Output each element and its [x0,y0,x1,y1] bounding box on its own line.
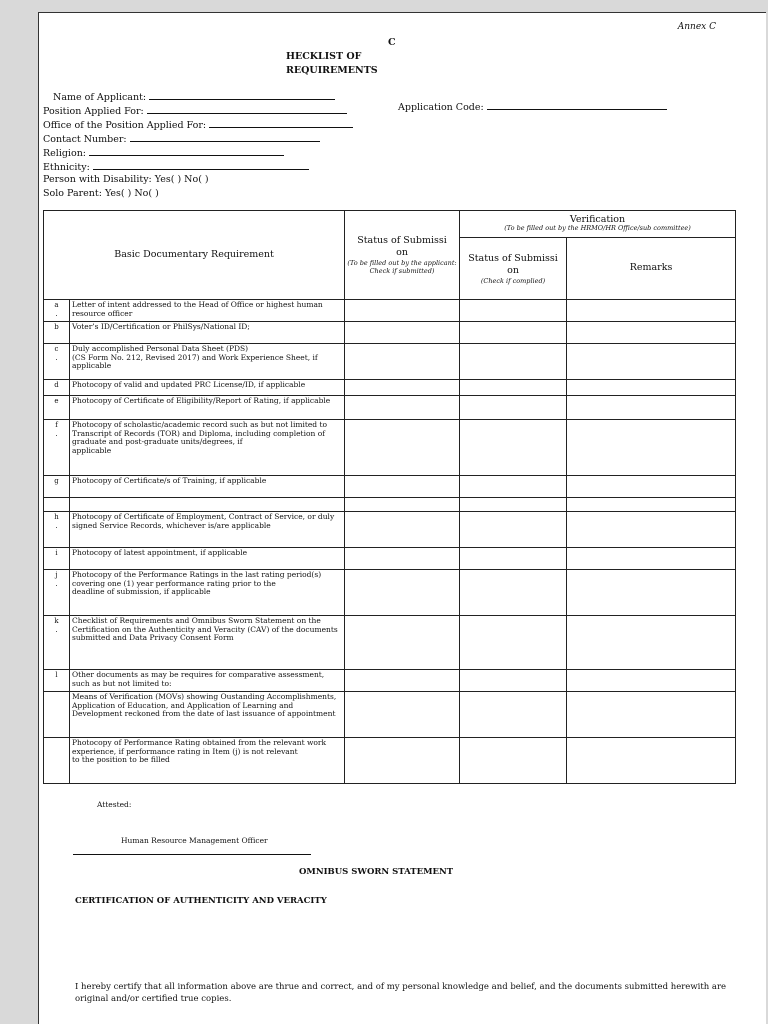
table-row [44,300,736,322]
row-requirement: Duly accomplished Personal Data Sheet (PDS) (CS Form No. 212, Revised 2017) and Work Experience Sheet, if applicable [70,344,345,380]
remarks-cell[interactable] [567,738,736,784]
row-letter: l [44,670,70,692]
row-letter: d [44,380,70,396]
position-label: Position Applied For: [43,106,144,117]
hrmo-status-cell[interactable] [460,344,567,380]
applicant-status-note: (To be filled out by the applicant: Check if submitted) [347,259,457,275]
applicant-status-cell[interactable] [345,570,460,616]
verification-title: Verification [569,213,626,225]
applicant-status-cell[interactable] [345,322,460,344]
remarks-cell[interactable] [567,670,736,692]
remarks-cell[interactable] [567,548,736,570]
row-requirement: Photocopy of Certificate of Employment, Contract of Service, or duly signed Service Records, whichever is/are applicable [70,512,345,548]
applicant-status-cell[interactable] [345,670,460,692]
row-requirement: Photocopy of scholastic/academic record such as but not limited to Transcript of Records (TOR) and Diploma, including completion of graduate and post-graduate units/degrees, if applicable [70,420,345,476]
row-requirement: Photocopy of Performance Rating obtained from the relevant work experience, if performance rating in Item (j) is not relevant to the position to be filled [70,738,345,784]
certification-text: I hereby certify that all information above are thrue and correct, and of my personal knowledge and belief, and the documents submitted herewith are original and/or certified true copies. [75,982,727,1004]
table-row [44,322,736,344]
remarks-cell[interactable] [567,498,736,512]
office-label: Office of the Position Applied For: [43,120,207,131]
row-letter: i [44,548,70,570]
requirements-body [44,300,736,784]
office-line[interactable] [209,117,353,128]
hrmo-status-cell[interactable] [460,670,567,692]
hrmo-status-title-end: on [507,264,519,276]
row-requirement: Checklist of Requirements and Omnibus Sworn Statement on the Certification on the Authenticity and Veracity (CAV) of the documents submitted and Data Privacy Consent Form [70,616,345,670]
application-code-line[interactable] [487,99,667,110]
hrmo-status-cell[interactable] [460,692,567,738]
hrmo-status-cell[interactable] [460,420,567,476]
table-row [44,420,736,476]
applicant-status-cell[interactable] [345,692,460,738]
applicant-status-cell[interactable] [345,396,460,420]
row-requirement: Photocopy of valid and updated PRC License/ID, if applicable [70,380,345,396]
row-requirement: Voter’s ID/Certification or PhilSys/National ID; [70,322,345,344]
applicant-status-cell[interactable] [345,738,460,784]
remarks-cell[interactable] [567,344,736,380]
cav-heading: CERTIFICATION OF AUTHENTICITY AND VERACITY [75,896,327,906]
hrmo-status-cell[interactable] [460,616,567,670]
row-letter: c . [44,344,70,380]
basic-requirement-header: Basic Documentary Requirement [44,211,345,300]
hrmo-status-cell[interactable] [460,498,567,512]
table-row [44,670,736,692]
hrmo-status-cell[interactable] [460,570,567,616]
row-letter: a . [44,300,70,322]
hrmo-status-cell[interactable] [460,512,567,548]
hrmo-status-cell[interactable] [460,738,567,784]
application-code-field[interactable] [398,99,667,115]
application-code-label: Application Code: [398,102,484,113]
hrmo-status-cell[interactable] [460,300,567,322]
table-row [44,548,736,570]
remarks-cell[interactable] [567,692,736,738]
applicant-name-label: Name of Applicant: [53,92,147,103]
remarks-cell[interactable] [567,380,736,396]
remarks-cell[interactable] [567,396,736,420]
remarks-cell[interactable] [567,322,736,344]
requirements-table [43,210,736,784]
applicant-status-header [345,211,460,300]
signature-line[interactable] [73,854,311,855]
disability-field[interactable]: Person with Disability: Yes( ) No( ) [43,174,209,185]
row-requirement: Letter of intent addressed to the Head of Office or highest human resource officer [70,300,345,322]
ethnicity-label: Ethnicity: [43,162,90,173]
table-row [44,512,736,548]
page-title [286,50,378,78]
solo-parent-field[interactable]: Solo Parent: Yes( ) No( ) [43,188,159,199]
applicant-status-cell[interactable] [345,380,460,396]
position-line[interactable] [147,103,347,114]
hrmo-signature-label: Human Resource Management Officer [121,836,268,845]
row-letter: h . [44,512,70,548]
religion-label: Religion: [43,148,87,159]
row-letter: g [44,476,70,498]
row-letter [44,498,70,512]
remarks-cell[interactable] [567,616,736,670]
row-letter: b [44,322,70,344]
annex-label: Annex C [677,22,716,32]
omnibus-heading: OMNIBUS SWORN STATEMENT [299,867,454,877]
applicant-status-title-end: on [396,247,408,258]
row-letter: j . [44,570,70,616]
row-requirement [70,498,345,512]
table-row [44,396,736,420]
applicant-status-cell[interactable] [345,548,460,570]
row-letter [44,738,70,784]
table-row [44,570,736,616]
remarks-cell[interactable] [567,570,736,616]
attested-label: Attested: [97,800,132,809]
hrmo-status-cell[interactable] [460,476,567,498]
remarks-cell[interactable] [567,300,736,322]
row-letter: k . [44,616,70,670]
row-requirement: Photocopy of Certificate/s of Training, if applicable [70,476,345,498]
hrmo-status-cell[interactable] [460,322,567,344]
row-requirement: Photocopy of Certificate of Eligibility/Report of Rating, if applicable [70,396,345,420]
hrmo-status-cell[interactable] [460,396,567,420]
verification-note: (To be filled out by the HRMO/HR Office/sub committee) [504,224,691,233]
row-requirement: Photocopy of latest appointment, if applicable [70,548,345,570]
applicant-name-line[interactable] [149,89,335,100]
applicant-status-cell[interactable] [345,476,460,498]
contact-label: Contact Number: [43,134,127,145]
table-row [44,692,736,738]
table-row [44,616,736,670]
title-line-2: REQUIREMENTS [286,65,378,76]
applicant-status-cell[interactable] [345,498,460,512]
applicant-status-cell[interactable] [345,616,460,670]
row-letter [44,692,70,738]
row-letter: f . [44,420,70,476]
row-requirement: Means of Verification (MOVs) showing Oustanding Accomplishments, Application of Education, and Application of Learning and Development reckoned from the date of last issuance of appointment [70,692,345,738]
religion-line[interactable] [89,145,284,156]
applicant-status-title: Status of Submissi [357,235,447,246]
hrmo-status-cell[interactable] [460,380,567,396]
ethnicity-line[interactable] [93,159,309,170]
table-row [44,344,736,380]
remarks-cell[interactable] [567,420,736,476]
remarks-header: Remarks [567,238,736,300]
applicant-status-cell[interactable] [345,300,460,322]
row-requirement: Photocopy of the Performance Ratings in the last rating period(s) covering one (1) year performance rating prior to the deadline of submission, if applicable [70,570,345,616]
remarks-cell[interactable] [567,512,736,548]
applicant-status-cell[interactable] [345,512,460,548]
title-line-1: HECKLIST OF [286,51,362,62]
table-row [44,476,736,498]
row-letter: e [44,396,70,420]
applicant-status-cell[interactable] [345,344,460,380]
hrmo-status-note: (Check if complied) [480,276,546,285]
title-initial: C [388,37,396,48]
table-row [44,498,736,512]
applicant-status-cell[interactable] [345,420,460,476]
checklist-page [38,12,766,1024]
hrmo-status-cell[interactable] [460,548,567,570]
table-row [44,738,736,784]
verification-header [460,211,736,238]
contact-line[interactable] [130,131,320,142]
hrmo-status-header [460,238,567,300]
remarks-cell[interactable] [567,476,736,498]
row-requirement: Other documents as may be requires for comparative assessment, such as but not limited to: [70,670,345,692]
hrmo-status-title: Status of Submissi [468,252,558,264]
table-row [44,380,736,396]
